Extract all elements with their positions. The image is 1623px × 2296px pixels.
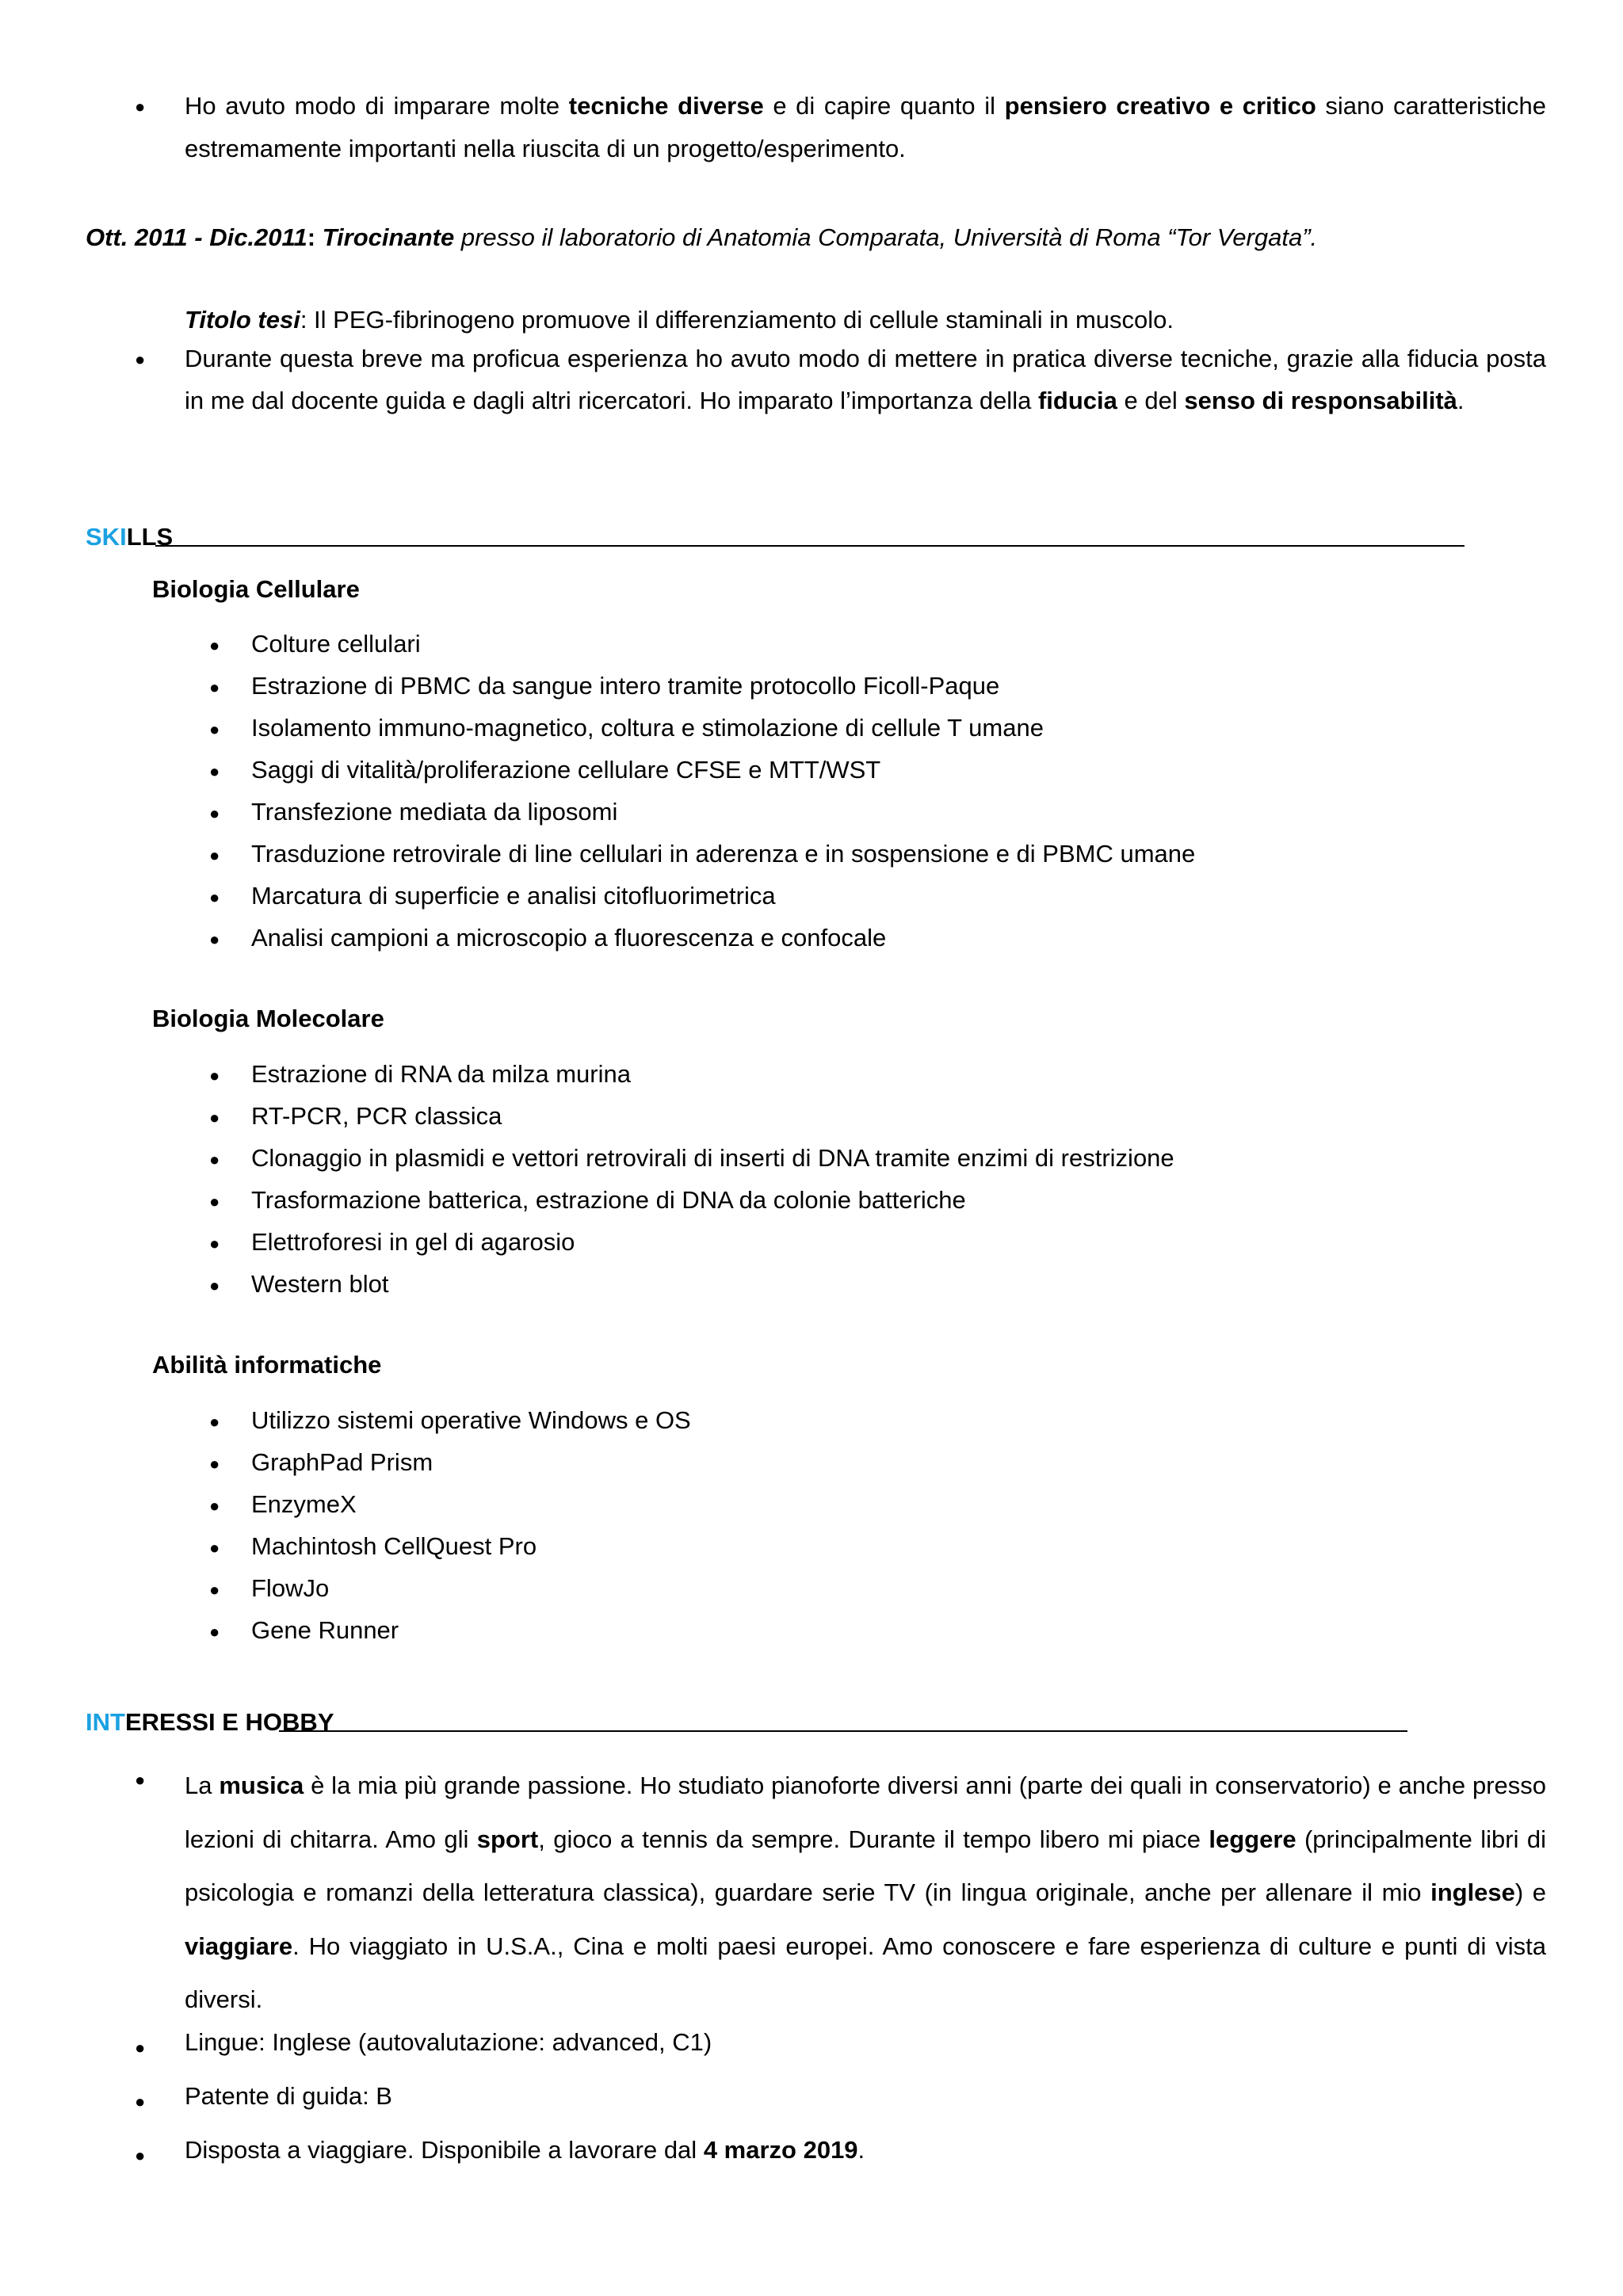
bullet-icon: ● xyxy=(209,1496,220,1516)
bullet-icon: ● xyxy=(209,1234,220,1253)
hobbies-heading-rule xyxy=(279,1730,1407,1732)
bullet-icon: ● xyxy=(209,1538,220,1558)
thesis-title: Titolo tesi: Il PEG-fibrinogeno promuove il differenziamento di cellule staminali in muscolo. xyxy=(185,306,1174,334)
list-item: ● Isolamento immuno-magnetico, coltura e stimolazione di cellule T umane xyxy=(209,714,1044,742)
list-item: ● Estrazione di PBMC da sangue intero tramite protocollo Ficoll-Paque xyxy=(209,672,1000,700)
cell-biology-title: Biologia Cellulare xyxy=(152,575,360,603)
languages-line: Lingue: Inglese (autovalutazione: advanced, C1) xyxy=(185,2028,712,2056)
it-skills-title: Abilità informatiche xyxy=(152,1351,382,1379)
bullet-icon: ● xyxy=(209,803,220,823)
bullet-icon: ● xyxy=(135,2038,146,2058)
list-item: ● Transfezione mediata da liposomi xyxy=(209,798,618,826)
bullet-icon: ● xyxy=(209,635,220,655)
bullet-icon: ● xyxy=(209,845,220,865)
bullet-icon: ● xyxy=(135,349,146,369)
skills-learned-paragraph: Ho avuto modo di imparare molte tecniche diverse e di capire quanto il pensiero creativo e critico siano caratteristiche estremamente importanti nella riuscita di un progetto/esperimento. xyxy=(185,92,1547,162)
it-skills-list xyxy=(0,1405,1623,1657)
internship-experience-paragraph: Durante questa breve ma proficua esperienza ho avuto modo di mettere in pratica diverse tecniche, grazie alla fiducia posta in me dal docente guida e dagli altri ricercatori. Ho imparato l’importanza della fiducia e del senso di responsabilità. xyxy=(185,345,1546,414)
bullet-icon: ● xyxy=(209,761,220,781)
bullet-icon: ● xyxy=(209,1066,220,1085)
list-item: ● EnzymeX xyxy=(209,1490,357,1518)
availability-line: Disposta a viaggiare. Disponibile a lavorare dal 4 marzo 2019. xyxy=(185,2136,865,2164)
bullet-icon: ● xyxy=(209,1108,220,1127)
internship-line: Ott. 2011 - Dic.2011: Tirocinante presso il laboratorio di Anatomia Comparata, Università di Roma “Tor Vergata”. xyxy=(86,223,1318,251)
list-item: ● Gene Runner xyxy=(209,1616,399,1644)
hobbies-paragraph: La musica è la mia più grande passione. Ho studiato pianoforte diversi anni (parte dei quali in conservatorio) e anche presso lezioni di chitarra. Amo gli sport, gioco a tennis da sempre. Durante il tempo libero mi piace leggere (principalmente libri di psicologia e romanzi della letteratura classica), guardare serie TV (in lingua originale, anche per allenare il mio inglese) e viaggiare. Ho viaggiato in U.S.A., Cina e molti paesi europei. Amo conoscere e fare esperienza di culture e punti di vista diversi. xyxy=(185,1772,1546,2013)
bullet-icon: ● xyxy=(209,1412,220,1432)
cell-biology-list xyxy=(0,628,1623,964)
molecular-biology-list xyxy=(0,1058,1623,1310)
bullet-icon: ● xyxy=(209,719,220,739)
list-item: ● Trasformazione batterica, estrazione di DNA da colonie batteriche xyxy=(209,1186,966,1214)
list-item: ● RT-PCR, PCR classica xyxy=(209,1102,502,1130)
list-item: ● Western blot xyxy=(209,1270,389,1298)
bullet-icon: ● xyxy=(209,929,220,949)
list-item: ● Elettroforesi in gel di agarosio xyxy=(209,1228,575,1256)
list-item: ● Machintosh CellQuest Pro xyxy=(209,1532,537,1560)
bullet-icon: ● xyxy=(135,1770,146,1790)
list-item: ● Colture cellulari xyxy=(209,630,421,658)
skills-heading: SKILLS xyxy=(86,523,174,551)
list-item: ● Clonaggio in plasmidi e vettori retrovirali di inserti di DNA tramite enzimi di restrizione xyxy=(209,1144,1174,1172)
molecular-biology-title: Biologia Molecolare xyxy=(152,1005,384,1032)
license-line: Patente di guida: B xyxy=(185,2082,392,2110)
bullet-icon: ● xyxy=(209,1192,220,1211)
skills-heading-rule xyxy=(155,545,1465,547)
bullet-icon: ● xyxy=(209,1580,220,1600)
list-item: ● Marcatura di superficie e analisi citofluorimetrica xyxy=(209,882,776,910)
list-item: ● Analisi campioni a microscopio a fluorescenza e confocale xyxy=(209,924,887,952)
list-item: ● Saggi di vitalità/proliferazione cellulare CFSE e MTT/WST xyxy=(209,756,881,784)
list-item: ● Utilizzo sistemi operative Windows e OS xyxy=(209,1406,691,1434)
list-item: ● FlowJo xyxy=(209,1574,330,1602)
hobbies-heading: INTERESSI E HOBBY xyxy=(86,1708,334,1736)
bullet-icon: ● xyxy=(135,97,146,116)
bullet-icon: ● xyxy=(135,2145,146,2165)
bullet-icon: ● xyxy=(209,1276,220,1295)
list-item: ● Estrazione di RNA da milza murina xyxy=(209,1060,631,1088)
bullet-icon: ● xyxy=(209,887,220,907)
bullet-icon: ● xyxy=(209,1622,220,1642)
list-item: ● GraphPad Prism xyxy=(209,1448,433,1476)
bullet-icon: ● xyxy=(209,1150,220,1169)
bullet-icon: ● xyxy=(209,1454,220,1474)
bullet-icon: ● xyxy=(209,677,220,697)
bullet-icon: ● xyxy=(135,2092,146,2111)
list-item: ● Trasduzione retrovirale di line cellulari in aderenza e in sospensione e di PBMC umane xyxy=(209,840,1196,868)
